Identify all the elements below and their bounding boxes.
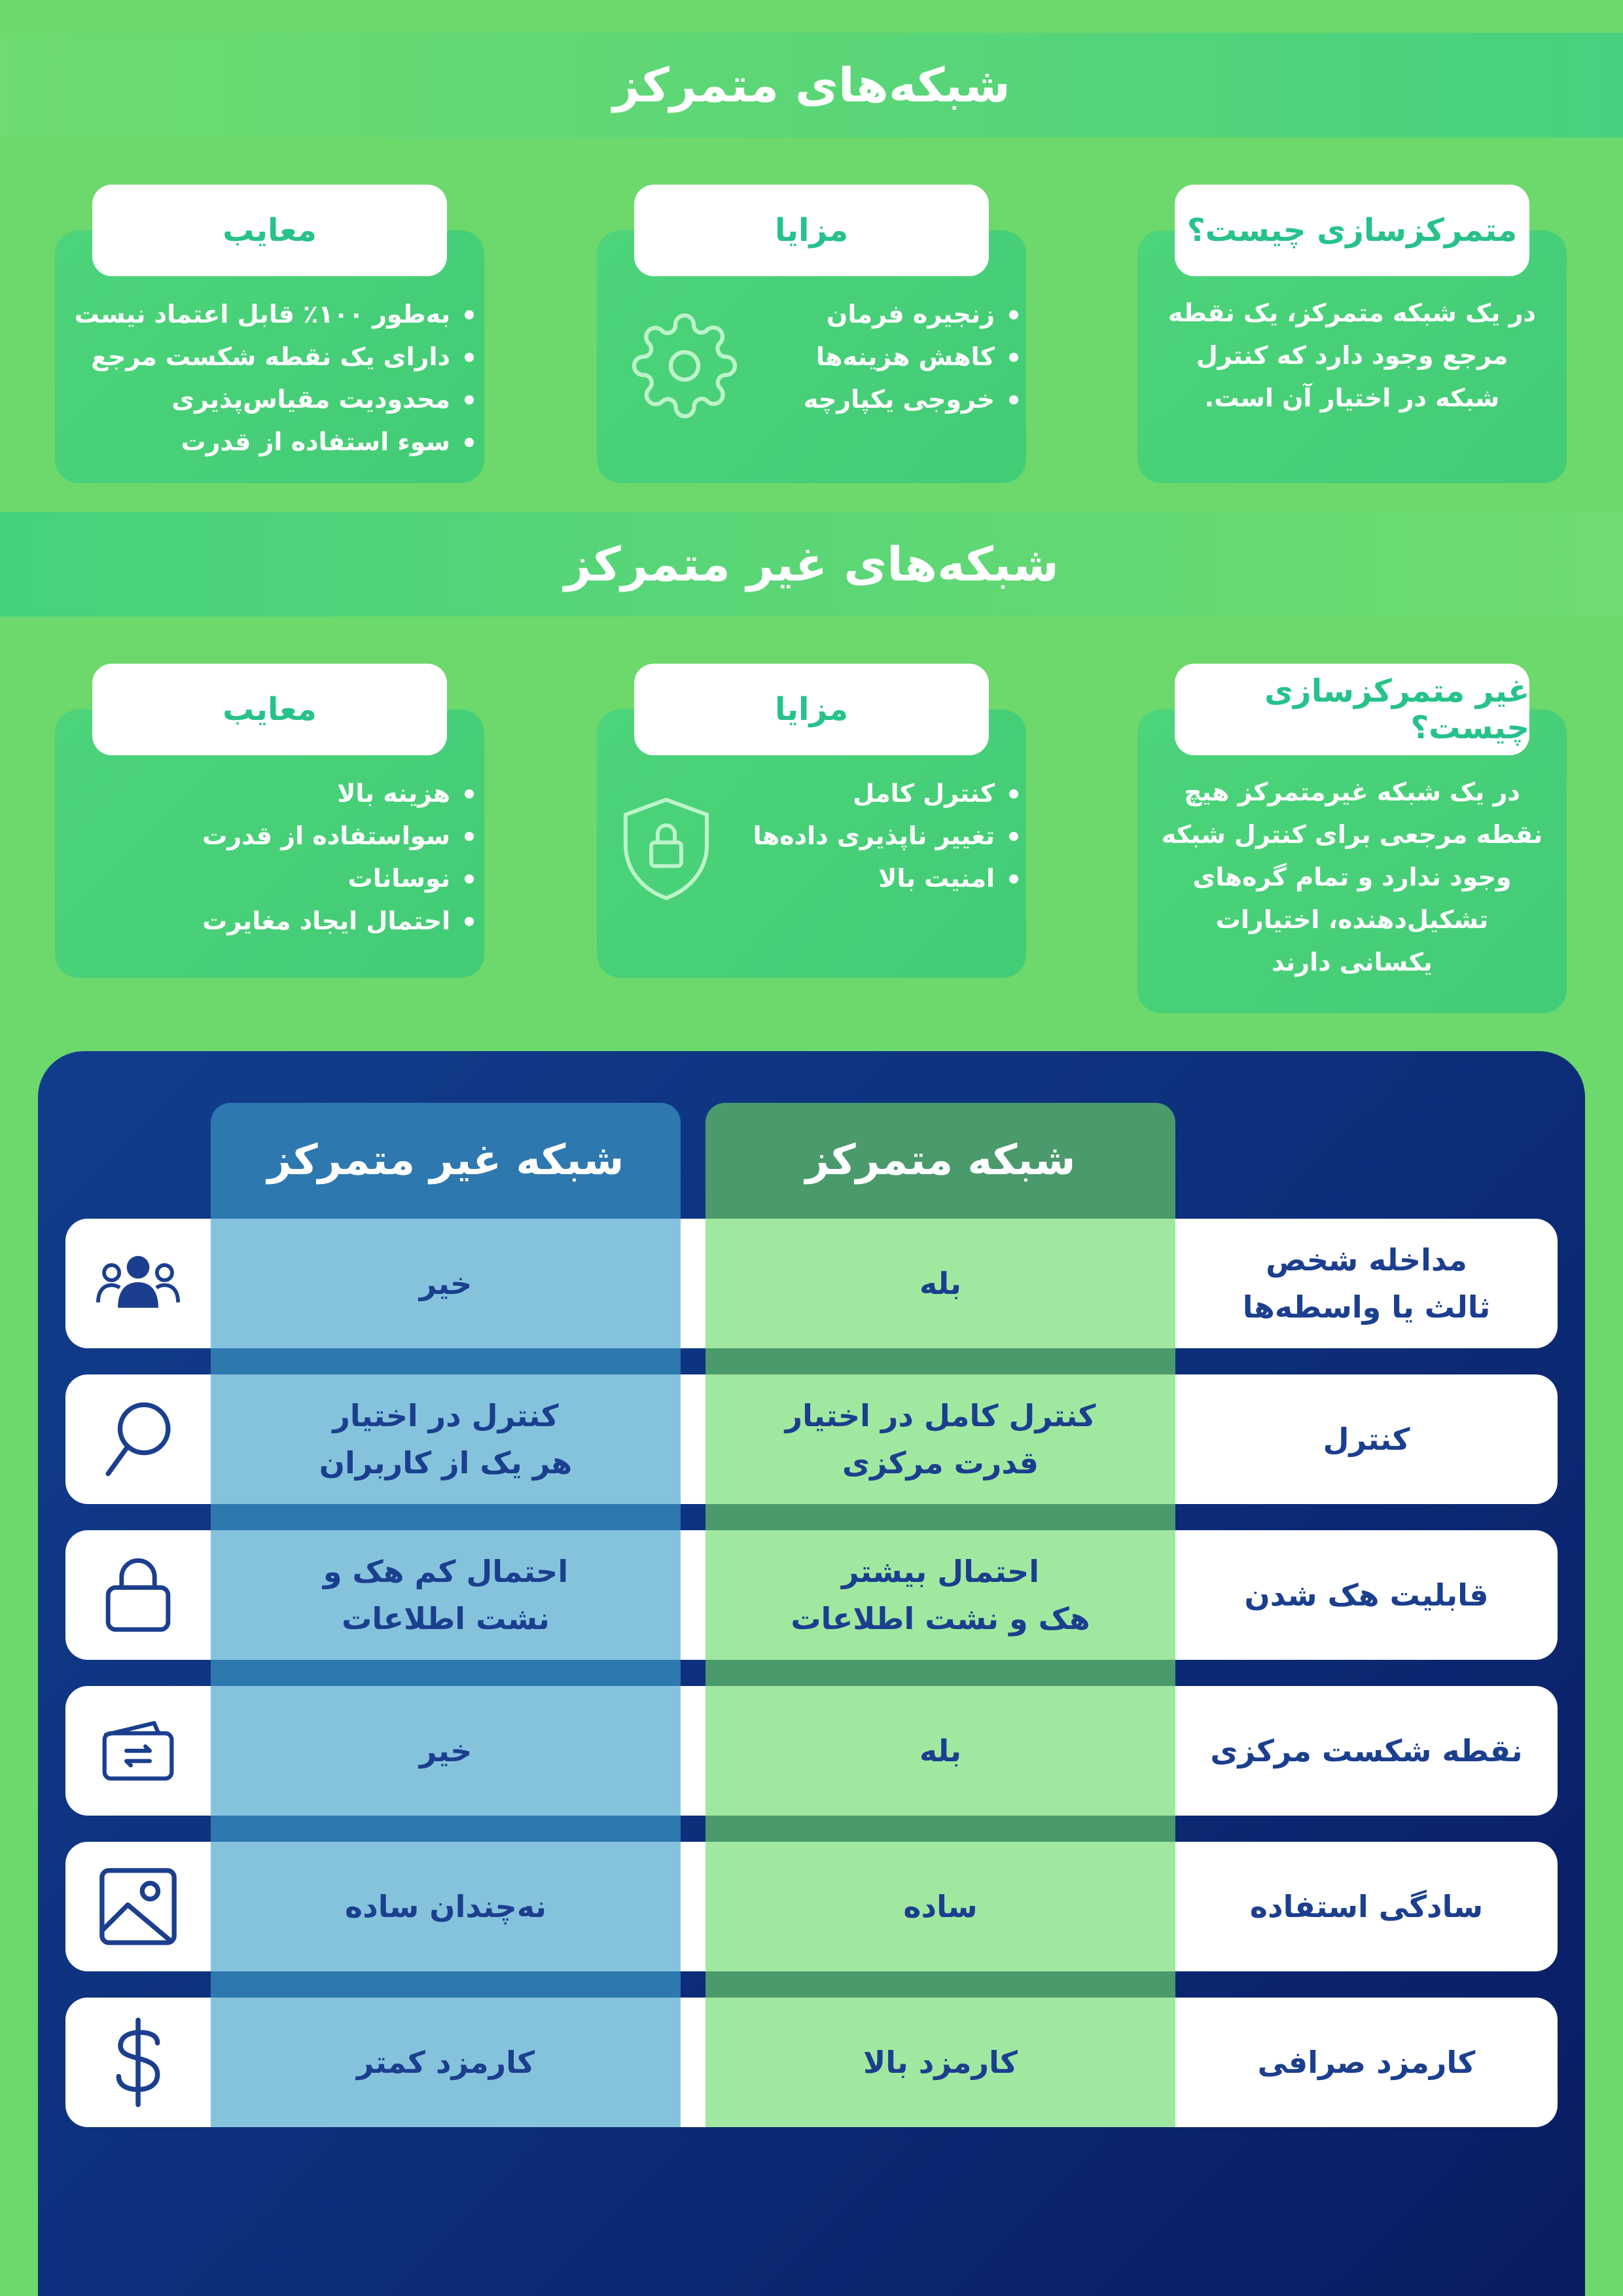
decentralized-cell: نه‌چندان ساده: [211, 1842, 681, 1971]
decentralized-pros-list: [753, 772, 1018, 900]
row-label: کارمزد صرافی: [1257, 2045, 1476, 2080]
decentralized-section-title: شبکه‌های غیر متمرکز: [0, 512, 1623, 617]
decentralized-cell: خیر: [211, 1686, 681, 1816]
centralized-cell: کارمزد بالا: [705, 1998, 1175, 2127]
centralized-cell: بله: [705, 1219, 1175, 1348]
dollar-icon: [109, 2017, 168, 2108]
list-item: به‌طور ۱۰۰٪ قابل اعتماد نیست: [75, 293, 474, 336]
wallet-icon: [100, 1718, 176, 1784]
row-label: نقطه شکست مرکزی: [1210, 1733, 1523, 1768]
list-item: سوء استفاده از قدرت: [75, 421, 474, 463]
row-icon: [65, 1842, 211, 1971]
row-label: کنترل: [1323, 1422, 1410, 1457]
table-row: [65, 1842, 1558, 1971]
row-icon: [65, 1219, 211, 1348]
list-item: امنیت بالا: [753, 857, 1018, 900]
table-row: [65, 1686, 1558, 1816]
image-icon: [97, 1865, 179, 1948]
list-item: سواستفاده از قدرت: [202, 815, 474, 857]
row-label: سادگی استفاده: [1249, 1889, 1484, 1924]
centralized-cons-title: معایب: [92, 185, 447, 276]
decentralized-what-text: در یک شبکه غیرمتمرکز هیچ نقطه مرجعی برای کنترل شبکه وجود ندارد و تمام گره‌های تشکیل‌دهنده، اختیارات یکسانی دارند: [1161, 778, 1543, 977]
decentralized-cell: کنترل در اختیار هر یک از کاربران: [211, 1374, 681, 1504]
decentralized-what-title: غیر متمرکزسازی چیست؟: [1175, 664, 1529, 755]
row-label: مداخله شخص ثالث یا واسطه‌ها: [1242, 1242, 1491, 1325]
table-row: [65, 1374, 1558, 1504]
decentralized-cell: خیر: [211, 1219, 681, 1348]
row-icon: [65, 1686, 211, 1816]
lock-icon: [102, 1554, 174, 1636]
centralized-what-text: در یک شبکه متمرکز، یک نقطه مرجع وجود دارد که کنترل شبکه در اختیار آن است.: [1168, 298, 1536, 412]
table-row: [65, 1530, 1558, 1660]
centralized-cell: احتمال بیشتر هک و نشت اطلاعات: [705, 1530, 1175, 1660]
users-icon: [95, 1251, 181, 1316]
table-row: [65, 1998, 1558, 2127]
list-item: تغییر ناپذیری داده‌ها: [753, 815, 1018, 857]
list-item: هزینه بالا: [202, 772, 474, 815]
shield-icon: [614, 793, 719, 905]
list-item: کنترل کامل: [753, 772, 1018, 815]
row-icon: [65, 1998, 211, 2127]
centralized-column-header: شبکه متمرکز: [805, 1136, 1076, 1185]
centralized-cons-list: [75, 293, 474, 463]
list-item: زنجیره فرمان: [804, 293, 1018, 336]
list-item: خروجی یکپارچه: [804, 378, 1018, 421]
table-row: [65, 1219, 1558, 1348]
decentralized-pros-title: مزایا: [634, 664, 989, 755]
list-item: دارای یک نقطه شکست مرجع: [75, 336, 474, 378]
search-icon: [102, 1399, 174, 1480]
list-item: نوسانات: [202, 857, 474, 900]
decentralized-cell: احتمال کم هک و نشت اطلاعات: [211, 1530, 681, 1660]
decentralized-cell: کارمزد کمتر: [211, 1998, 681, 2127]
gear-icon: [630, 311, 740, 421]
list-item: احتمال ایجاد مغایرت: [202, 900, 474, 942]
centralized-pros-list: [804, 293, 1018, 421]
row-icon: [65, 1530, 211, 1660]
centralized-section-title: شبکه‌های متمرکز: [0, 33, 1623, 137]
row-label: قابلیت هک شدن: [1244, 1577, 1489, 1613]
centralized-pros-title: مزایا: [634, 185, 989, 276]
centralized-cell: ساده: [705, 1842, 1175, 1971]
decentralized-cons-list: [202, 772, 474, 942]
centralized-cell: کنترل کامل در اختیار قدرت مرکزی: [705, 1374, 1175, 1504]
list-item: کاهش هزینه‌ها: [804, 336, 1018, 378]
centralized-cell: بله: [705, 1686, 1175, 1816]
row-icon: [65, 1374, 211, 1504]
list-item: محدودیت مقیاس‌پذیری: [75, 378, 474, 421]
centralized-what-title: متمرکزسازی چیست؟: [1175, 185, 1529, 276]
decentralized-column-header: شبکه غیر متمرکز: [267, 1136, 624, 1185]
decentralized-cons-title: معایب: [92, 664, 447, 755]
